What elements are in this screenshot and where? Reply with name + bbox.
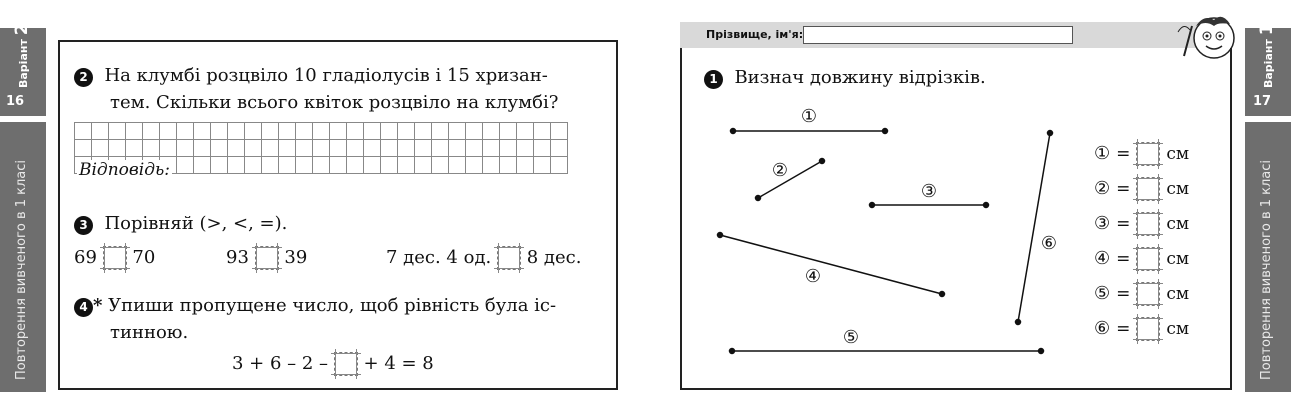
answer-label: Відповідь: (79, 160, 170, 180)
compare-box-2[interactable] (255, 246, 279, 270)
answer-row-1: ① = см (1094, 143, 1190, 164)
task4-line1: Упиши пропущене число, щоб рівність була іс- (108, 295, 557, 316)
segment-label-4: ④ (804, 266, 822, 287)
right-variant-tab (1245, 23, 1291, 116)
task3-number: 3 (74, 216, 93, 235)
answer-box-4[interactable] (1136, 247, 1160, 271)
name-label: Прізвище, ім'я: (706, 28, 804, 41)
answer-row-4: ④ = см (1094, 248, 1190, 269)
compare-box-3[interactable] (497, 246, 521, 270)
right-side-title: Повторення вивченого в 1 класі (1259, 159, 1274, 380)
answer-box-1[interactable] (1136, 142, 1160, 166)
answer-box-3[interactable] (1136, 212, 1160, 236)
equation-box[interactable] (334, 352, 358, 376)
task1-number: 1 (704, 70, 723, 89)
task4-number: 4 (74, 298, 93, 317)
task2-line2: тем. Скільки всього квіток розцвіло на клумбі? (110, 92, 559, 113)
task2 (74, 62, 604, 116)
task4-star: * (93, 295, 103, 316)
compare-item-2: 93 39 (226, 247, 308, 268)
segment-label-3: ③ (920, 181, 938, 202)
answer-box-2[interactable] (1136, 177, 1160, 201)
equation: 3 + 6 – 2 – + 4 = 8 (232, 353, 434, 374)
segment-label-5: ⑤ (842, 327, 860, 348)
right-variant-label: Варіант 1 (1257, 23, 1277, 88)
answer-box-5[interactable] (1136, 282, 1160, 306)
segment-label-2: ② (771, 160, 789, 181)
task3-text: Порівняй (>, <, =). (104, 213, 288, 234)
segment-2 (756, 159, 825, 201)
segment-5 (730, 349, 1044, 354)
compare-item-3: 7 дес. 4 од. 8 дес. (386, 247, 582, 268)
answer-row-2: ② = см (1094, 178, 1190, 199)
task3 (74, 210, 287, 237)
left-panel (58, 40, 618, 390)
name-input[interactable] (803, 26, 1073, 44)
left-variant-tab (0, 23, 46, 116)
answers-list (1094, 136, 1189, 346)
left-panel-top-rule (60, 40, 616, 42)
answer-row-3: ③ = см (1094, 213, 1190, 234)
segment-6 (1016, 131, 1053, 325)
left-page-number: 16 (6, 94, 25, 109)
right-side-tab (1245, 122, 1291, 392)
left-side-tab (0, 122, 46, 392)
right-page-number: 17 (1253, 94, 1272, 109)
task4-line2: тинною. (110, 322, 189, 343)
segment-label-6: ⑥ (1040, 233, 1058, 254)
left-variant-label: Варіант 2 (12, 23, 32, 88)
left-side-title: Повторення вивченого в 1 класі (14, 159, 29, 380)
task1-text: Визнач довжину відрізків. (734, 67, 986, 88)
answer-row-5: ⑤ = см (1094, 283, 1190, 304)
task2-number: 2 (74, 68, 93, 87)
segment-3 (870, 203, 989, 208)
segment-1 (731, 129, 888, 134)
answer-row-6: ⑥ = см (1094, 318, 1190, 339)
answer-box-6[interactable] (1136, 317, 1160, 341)
compare-box-1[interactable] (103, 246, 127, 270)
compare-item-1: 69 70 (74, 247, 156, 268)
task4 (74, 292, 604, 346)
segment-label-1: ① (800, 106, 818, 127)
task2-line1: На клумбі розцвіло 10 гладіолусів і 15 хризан- (104, 65, 548, 86)
segment-4 (718, 233, 945, 297)
